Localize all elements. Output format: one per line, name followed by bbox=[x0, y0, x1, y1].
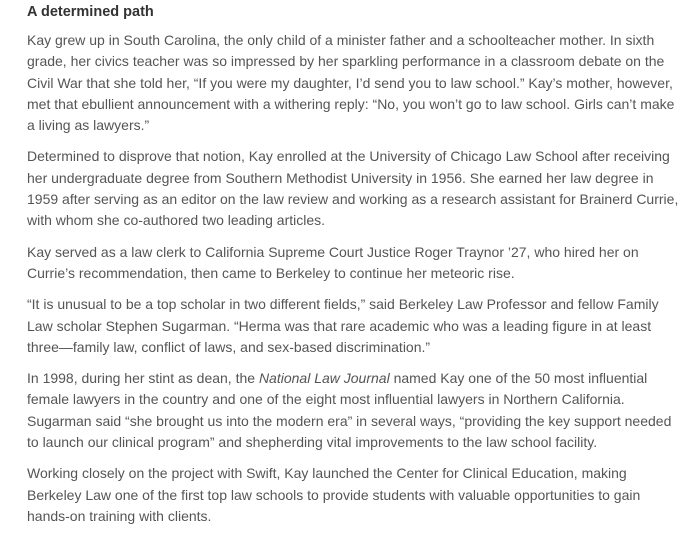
publication-name: National Law Journal bbox=[258, 370, 390, 387]
paragraph-sugarman-quote: “It is unusual to be a top scholar in two different fields,” said Berkeley Law Professor and fellow Family Law scholar Stephen Sugarman. “Herma was that rare academic who was a leading figure in at least three—family law, conflict of laws, and sex-based discrimination.” bbox=[27, 296, 659, 355]
paragraph-dean-recognition-start: In 1998, during her stint as dean, the bbox=[27, 370, 259, 387]
section-heading: A determined path bbox=[27, 4, 154, 20]
paragraph-education: Determined to disprove that notion, Kay enrolled at the University of Chicago Law School after receiving her undergraduate degree from Southern Methodist University in 1956. She earned her law degree in 1959 after serving as an editor on the law review and working as a research assistant for Brainerd Currie, with whom she co-authored two leading articles. bbox=[27, 148, 679, 229]
paragraph-clinical-center: Working closely on the project with Swift, Kay launched the Center for Clinical Education, making Berkeley Law one of the first top law schools to provide students with valuable opportunities to gain hands-on training with clients. bbox=[27, 465, 641, 524]
paragraph-dean-recognition bbox=[27, 368, 685, 453]
paragraph-clerkship: Kay served as a law clerk to California Supreme Court Justice Roger Traynor ’27, who hired her on Currie’s recommendation, then came to Berkeley to continue her meteoric rise. bbox=[27, 243, 639, 281]
paragraph-childhood: Kay grew up in South Carolina, the only child of a minister father and a schoolteacher mother. In sixth grade, her civics teacher was so impressed by her sparkling performance in a classroom debate on the Civil War that she told her, “If you were my daughter, I’d send you to law school.” Kay’s mother, however, met that ebullient announcement with a withering reply: “No, you won’t go to law school. Girls can’t make a living as lawyers.” bbox=[27, 32, 675, 134]
paragraph-dean-recognition-end: named Kay one of the 50 most influential female lawyers in the country and one of the eight most influential lawyers in Northern California. Sugarman said “she brought us into the modern era” in several ways, “providing the key support needed to launch our clinical program” and shepherding vital improvements to the law school facility. bbox=[27, 370, 672, 451]
